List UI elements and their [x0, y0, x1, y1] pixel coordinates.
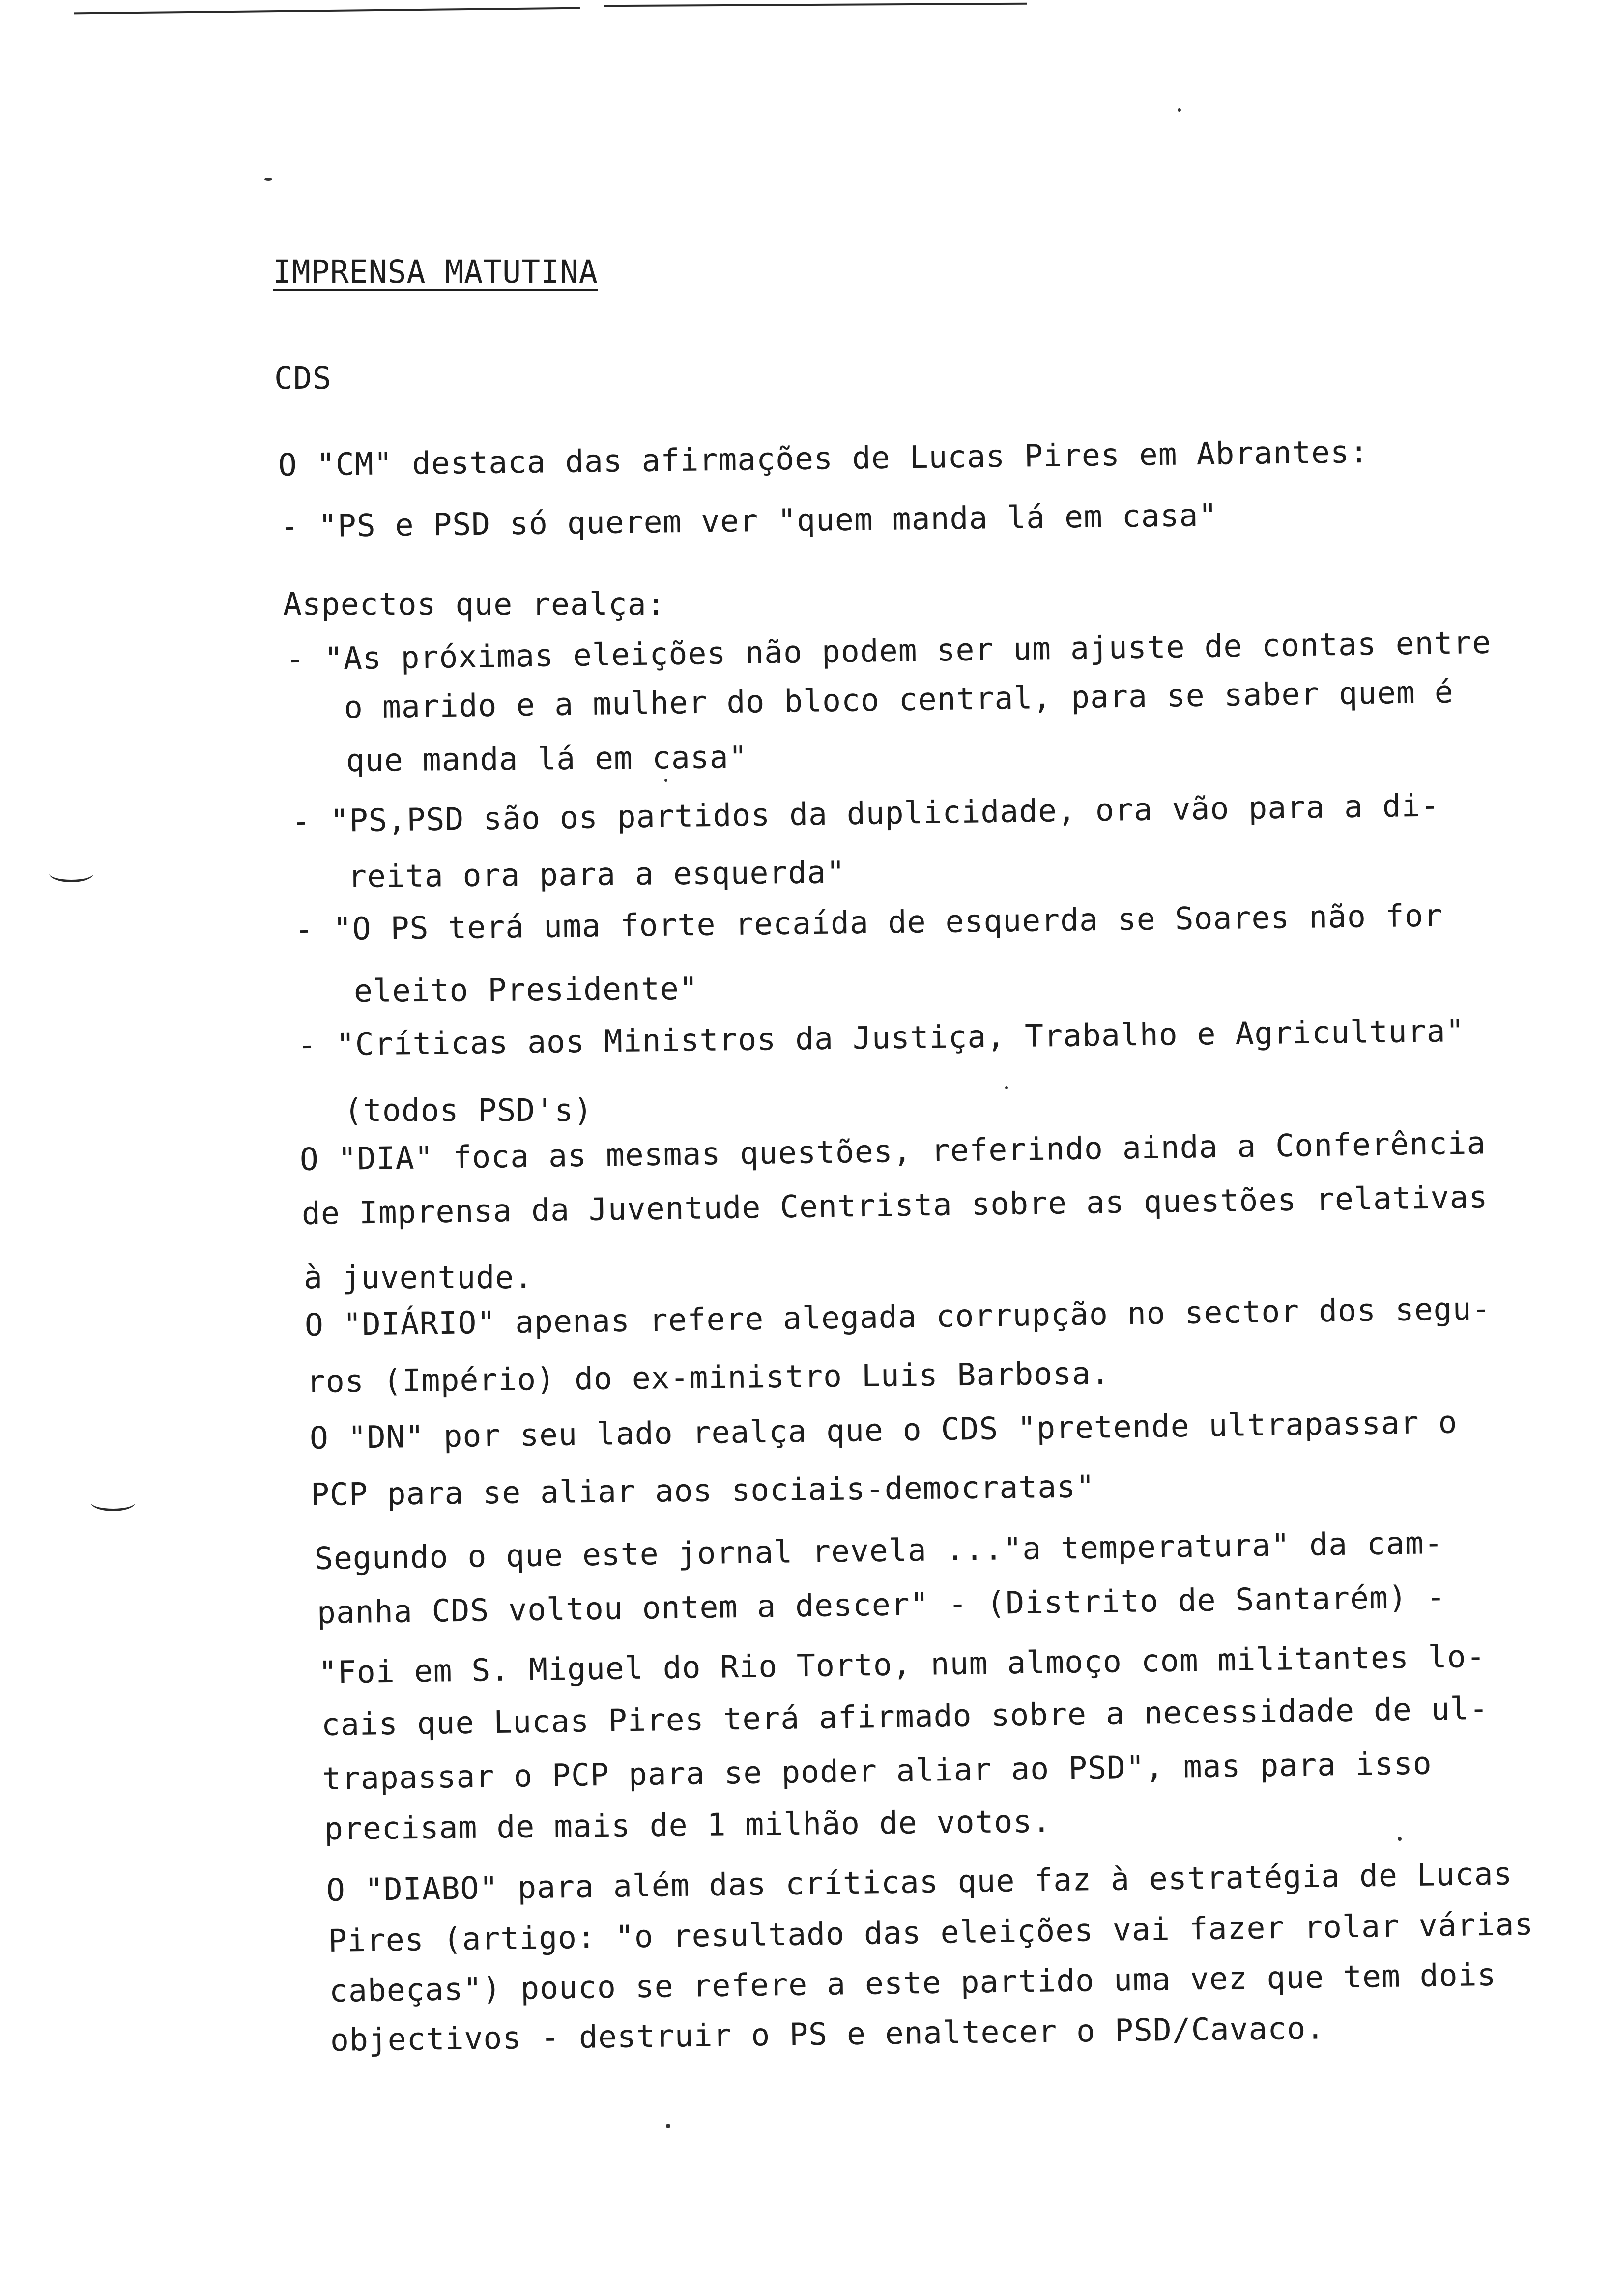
text-line: O "DIABO" para além das críticas que faz à estratégia de Lucas [326, 1856, 1513, 1908]
text-line: de Imprensa da Juventude Centrista sobre as questões relativas [301, 1179, 1488, 1232]
section-title: CDS [274, 360, 332, 396]
text-line: Segundo o que este jornal revela ..."a temperatura" da cam- [314, 1524, 1444, 1577]
text-line: - "O PS terá uma forte recaída de esquerda se Soares não for [294, 897, 1443, 947]
text-line: PCP para se aliar aos sociais-democratas" [310, 1468, 1095, 1513]
text-line: à juventude. [304, 1260, 534, 1295]
text-line: "Foi em S. Miguel do Rio Torto, num almoço com militantes lo- [318, 1638, 1486, 1691]
text-line: - "PS e PSD só querem ver "quem manda lá em casa" [280, 497, 1218, 545]
text-line: O "DIÁRIO" apenas refere alegada corrupção no sector dos segu- [304, 1291, 1491, 1343]
text-line: O "DN" por seu lado realça que o CDS "pretende ultrapassar o [309, 1404, 1458, 1456]
text-line: precisam de mais de 1 milhão de votos. [324, 1803, 1052, 1847]
text-line: O "CM" destaca das afirmações de Lucas Pires em Abrantes: [278, 433, 1369, 483]
text-line: eleito Presidente" [353, 971, 698, 1009]
text-line: o marido e a mulher do bloco central, para se saber quem é [344, 674, 1454, 725]
text-line: que manda lá em casa" [345, 739, 748, 778]
text-line: Aspectos que realça: [283, 586, 666, 622]
heading: IMPRENSA MATUTINA [273, 254, 598, 290]
text-line: O "DIA" foca as mesmas questões, referindo ainda a Conferência [299, 1125, 1486, 1177]
text-line: (todos PSD's) [344, 1092, 593, 1128]
text-line: Pires (artigo: "o resultado das eleições vai fazer rolar várias [328, 1906, 1534, 1959]
text-line: ros (Império) do ex-ministro Luis Barbosa. [306, 1355, 1111, 1400]
text-line: cais que Lucas Pires terá afirmado sobre a necessidade de ul- [321, 1690, 1489, 1743]
text-line: trapassar o PCP para se poder aliar ao PSD", mas para isso [322, 1745, 1433, 1797]
text-line: - "PS,PSD são os partidos da duplicidade, ora vão para a di- [291, 787, 1440, 839]
text-line: panha CDS voltou ontem a descer" - (Distrito de Santarém) - [317, 1578, 1446, 1631]
text-line: - "Críticas aos Ministros da Justiça, Trabalho e Agricultura" [297, 1012, 1465, 1063]
text-line: cabeças") pouco se refere a este partido uma vez que tem dois [329, 1956, 1497, 2009]
text-line: reita ora para a esquerda" [347, 854, 846, 894]
text-line: - "As próximas eleições não podem ser um ajuste de contas entre [286, 624, 1492, 677]
text-line: objectivos - destruir o PS e enaltecer o PSD/Cavaco. [330, 2010, 1325, 2058]
